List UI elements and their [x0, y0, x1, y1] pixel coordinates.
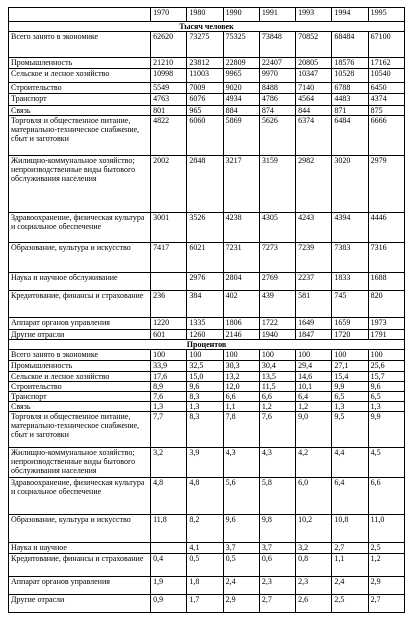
value-cell: 23812: [187, 58, 223, 69]
value-cell: 4,3: [223, 448, 259, 478]
row-label: Аппарат органов управления: [9, 318, 151, 330]
table-row: [9, 32, 405, 58]
value-cell: 4,1: [187, 543, 223, 554]
table-row: [9, 382, 405, 392]
row-label: Сельское и лесное хозяйство: [9, 372, 151, 382]
value-cell: 0,6: [259, 554, 295, 577]
value-cell: 7417: [151, 243, 187, 273]
year-header-cell: 1970: [151, 8, 187, 22]
value-cell: 4,5: [368, 448, 404, 478]
value-cell: 2848: [187, 156, 223, 213]
value-cell: 62620: [151, 32, 187, 58]
value-cell: 6374: [296, 116, 332, 156]
row-label: Сельское и лесное хозяйство: [9, 69, 151, 83]
row-label: Наука и научное: [9, 543, 151, 554]
value-cell: 68484: [332, 32, 368, 58]
employment-table: [8, 7, 405, 613]
table-row: [9, 372, 405, 382]
value-cell: 10,1: [296, 382, 332, 392]
value-cell: 2,7: [259, 595, 295, 613]
value-cell: 1659: [332, 318, 368, 330]
value-cell: 6,0: [296, 478, 332, 515]
table-row: [9, 554, 405, 577]
value-cell: 6,6: [368, 478, 404, 515]
value-cell: 10,8: [332, 515, 368, 543]
table-row: [9, 448, 405, 478]
value-cell: 2,4: [223, 577, 259, 595]
value-cell: 4,4: [332, 448, 368, 478]
value-cell: 13,5: [259, 372, 295, 382]
value-cell: 6484: [332, 116, 368, 156]
value-cell: 9,9: [332, 382, 368, 392]
value-cell: 30,4: [259, 361, 295, 372]
year-header-row: [9, 8, 405, 22]
value-cell: 4238: [223, 213, 259, 243]
value-cell: 100: [259, 350, 295, 361]
value-cell: 8,2: [187, 515, 223, 543]
value-cell: 4,2: [296, 448, 332, 478]
row-label: Здравоохранение, физическая культура и социальное обеспечение: [9, 478, 151, 515]
value-cell: 4822: [151, 116, 187, 156]
table-row: [9, 156, 405, 213]
value-cell: 5,8: [259, 478, 295, 515]
value-cell: 3001: [151, 213, 187, 243]
value-cell: 581: [296, 291, 332, 318]
value-cell: 7009: [187, 83, 223, 94]
value-cell: 10528: [332, 69, 368, 83]
row-label: Наука и научное обслуживание: [9, 273, 151, 291]
value-cell: 2979: [368, 156, 404, 213]
value-cell: 2146: [223, 330, 259, 340]
value-cell: 1,2: [296, 402, 332, 412]
row-label: Кредитование, финансы и страхование: [9, 554, 151, 577]
table-row: [9, 83, 405, 94]
value-cell: 8488: [259, 83, 295, 94]
value-cell: 5869: [223, 116, 259, 156]
value-cell: 20805: [296, 58, 332, 69]
value-cell: 4374: [368, 94, 404, 106]
value-cell: 1940: [259, 330, 295, 340]
value-cell: 32,5: [187, 361, 223, 372]
value-cell: 8,9: [151, 382, 187, 392]
value-cell: 15,7: [368, 372, 404, 382]
value-cell: 15,0: [187, 372, 223, 382]
year-header-cell: 1980: [187, 8, 223, 22]
value-cell: 0,5: [223, 554, 259, 577]
value-cell: 25,6: [368, 361, 404, 372]
value-cell: 7,8: [223, 412, 259, 448]
value-cell: 2,6: [296, 595, 332, 613]
value-cell: 1,1: [223, 402, 259, 412]
value-cell: 3,2: [151, 448, 187, 478]
value-cell: 7140: [296, 83, 332, 94]
row-label: Образование, культура и искусство: [9, 515, 151, 543]
table-row: [9, 106, 405, 116]
table-row: [9, 595, 405, 613]
value-cell: 4763: [151, 94, 187, 106]
year-header-cell: 1993: [296, 8, 332, 22]
table-row: [9, 69, 405, 83]
value-cell: 6,5: [368, 392, 404, 402]
value-cell: [151, 273, 187, 291]
value-cell: 1,2: [368, 554, 404, 577]
value-cell: 7273: [259, 243, 295, 273]
value-cell: 2002: [151, 156, 187, 213]
value-cell: 439: [259, 291, 295, 318]
value-cell: 3,7: [259, 543, 295, 554]
value-cell: 871: [332, 106, 368, 116]
row-label: Строительство: [9, 382, 151, 392]
value-cell: 1791: [368, 330, 404, 340]
value-cell: 9,6: [223, 515, 259, 543]
value-cell: 1833: [332, 273, 368, 291]
table-row: [9, 58, 405, 69]
header-blank-cell: [9, 8, 151, 22]
table-row: [9, 350, 405, 361]
row-label: Всего занято в экономике: [9, 350, 151, 361]
value-cell: 7,6: [151, 392, 187, 402]
value-cell: 1,2: [259, 402, 295, 412]
row-label: Транспорт: [9, 392, 151, 402]
value-cell: 14,6: [296, 372, 332, 382]
value-cell: 6060: [187, 116, 223, 156]
table-row: [9, 412, 405, 448]
value-cell: 3020: [332, 156, 368, 213]
value-cell: 9,0: [296, 412, 332, 448]
value-cell: 67100: [368, 32, 404, 58]
value-cell: 10998: [151, 69, 187, 83]
value-cell: 6450: [368, 83, 404, 94]
value-cell: 100: [296, 350, 332, 361]
row-label: Жилищно-коммунальное хозяйство; непроизводственные виды бытового обслуживания населения: [9, 448, 151, 478]
value-cell: 1,1: [332, 554, 368, 577]
value-cell: 0,5: [187, 554, 223, 577]
value-cell: 4786: [259, 94, 295, 106]
value-cell: 10,2: [296, 515, 332, 543]
section-heading-thousands: Тысяч человек: [9, 22, 405, 32]
value-cell: 2,5: [332, 595, 368, 613]
row-label: Торговля и общественное питание, материально-техническое снабжение, сбыт и заготовки: [9, 116, 151, 156]
value-cell: 18576: [332, 58, 368, 69]
value-cell: 6,6: [223, 392, 259, 402]
value-cell: 5626: [259, 116, 295, 156]
section-row-thousands: [9, 22, 405, 32]
value-cell: 801: [151, 106, 187, 116]
value-cell: 6021: [187, 243, 223, 273]
year-header-cell: 1995: [368, 8, 404, 22]
value-cell: 745: [332, 291, 368, 318]
value-cell: 1,3: [187, 402, 223, 412]
value-cell: 0,8: [296, 554, 332, 577]
value-cell: 875: [368, 106, 404, 116]
value-cell: 2237: [296, 273, 332, 291]
value-cell: 1,7: [187, 595, 223, 613]
row-label: Строительство: [9, 83, 151, 94]
value-cell: 4564: [296, 94, 332, 106]
value-cell: 402: [223, 291, 259, 318]
value-cell: 4934: [223, 94, 259, 106]
value-cell: 100: [151, 350, 187, 361]
value-cell: 9970: [259, 69, 295, 83]
value-cell: 9,9: [368, 412, 404, 448]
value-cell: 6,6: [259, 392, 295, 402]
table-row: [9, 577, 405, 595]
value-cell: 236: [151, 291, 187, 318]
value-cell: 7,7: [151, 412, 187, 448]
value-cell: 844: [296, 106, 332, 116]
table-row: [9, 94, 405, 106]
value-cell: 9,8: [259, 515, 295, 543]
value-cell: 1260: [187, 330, 223, 340]
row-label: Образование, культура и искусство: [9, 243, 151, 273]
value-cell: 965: [187, 106, 223, 116]
value-cell: 13,2: [223, 372, 259, 382]
value-cell: 3,7: [223, 543, 259, 554]
table-row: [9, 478, 405, 515]
value-cell: 9,5: [332, 412, 368, 448]
value-cell: 1847: [296, 330, 332, 340]
row-label: Связь: [9, 106, 151, 116]
row-label: Промышленность: [9, 58, 151, 69]
value-cell: 73848: [259, 32, 295, 58]
value-cell: 3,2: [296, 543, 332, 554]
value-cell: 6,4: [296, 392, 332, 402]
value-cell: 601: [151, 330, 187, 340]
table-row: [9, 291, 405, 318]
value-cell: 7239: [296, 243, 332, 273]
row-label: Транспорт: [9, 94, 151, 106]
table-row: [9, 361, 405, 372]
row-label: Промышленность: [9, 361, 151, 372]
value-cell: 17,6: [151, 372, 187, 382]
value-cell: 11003: [187, 69, 223, 83]
value-cell: 73275: [187, 32, 223, 58]
value-cell: 27,1: [332, 361, 368, 372]
value-cell: 1720: [332, 330, 368, 340]
value-cell: 8,3: [187, 412, 223, 448]
value-cell: 22809: [223, 58, 259, 69]
value-cell: 10540: [368, 69, 404, 83]
value-cell: 30,3: [223, 361, 259, 372]
value-cell: 1,3: [368, 402, 404, 412]
value-cell: 2,5: [368, 543, 404, 554]
value-cell: 2,9: [368, 577, 404, 595]
section-row-percent: [9, 340, 405, 350]
value-cell: 820: [368, 291, 404, 318]
value-cell: 75325: [223, 32, 259, 58]
value-cell: 11,8: [151, 515, 187, 543]
value-cell: 6666: [368, 116, 404, 156]
value-cell: 7,6: [259, 412, 295, 448]
value-cell: 3526: [187, 213, 223, 243]
value-cell: 2804: [223, 273, 259, 291]
value-cell: 6788: [332, 83, 368, 94]
employment-table-wrapper: [8, 7, 405, 613]
row-label: Жилищно-коммунальное хозяйство; непроизводственные виды бытового обслуживания населения: [9, 156, 151, 213]
value-cell: 70852: [296, 32, 332, 58]
value-cell: 1,9: [151, 577, 187, 595]
value-cell: 5549: [151, 83, 187, 94]
value-cell: 22407: [259, 58, 295, 69]
value-cell: 0,9: [151, 595, 187, 613]
table-row: [9, 318, 405, 330]
value-cell: 4,8: [151, 478, 187, 515]
value-cell: 2,3: [259, 577, 295, 595]
value-cell: 2,4: [332, 577, 368, 595]
value-cell: 9965: [223, 69, 259, 83]
value-cell: 29,4: [296, 361, 332, 372]
value-cell: 9,6: [368, 382, 404, 392]
value-cell: 6076: [187, 94, 223, 106]
value-cell: 4,8: [187, 478, 223, 515]
value-cell: 2,9: [223, 595, 259, 613]
table-row: [9, 243, 405, 273]
table-row: [9, 515, 405, 543]
row-label: Другие отрасли: [9, 330, 151, 340]
value-cell: 0,4: [151, 554, 187, 577]
year-header-cell: 1990: [223, 8, 259, 22]
value-cell: 6,4: [332, 478, 368, 515]
value-cell: 10347: [296, 69, 332, 83]
value-cell: 2982: [296, 156, 332, 213]
value-cell: 1220: [151, 318, 187, 330]
table-row: [9, 330, 405, 340]
value-cell: 4483: [332, 94, 368, 106]
row-label: Кредитование, финансы и страхование: [9, 291, 151, 318]
row-label: Всего занято в экономике: [9, 32, 151, 58]
value-cell: 4243: [296, 213, 332, 243]
value-cell: 2,7: [332, 543, 368, 554]
value-cell: 1,3: [151, 402, 187, 412]
value-cell: 21210: [151, 58, 187, 69]
table-row: [9, 116, 405, 156]
value-cell: 7231: [223, 243, 259, 273]
value-cell: 17162: [368, 58, 404, 69]
value-cell: 2,7: [368, 595, 404, 613]
table-row: [9, 213, 405, 243]
year-header-cell: 1994: [332, 8, 368, 22]
value-cell: 6,5: [332, 392, 368, 402]
value-cell: 100: [332, 350, 368, 361]
value-cell: 1722: [259, 318, 295, 330]
table-row: [9, 273, 405, 291]
value-cell: 15,4: [332, 372, 368, 382]
value-cell: 100: [187, 350, 223, 361]
row-label: Здравоохранение, физическая культура и социальное обеспечение: [9, 213, 151, 243]
value-cell: 3217: [223, 156, 259, 213]
value-cell: 1649: [296, 318, 332, 330]
value-cell: 3159: [259, 156, 295, 213]
value-cell: 9,6: [187, 382, 223, 392]
value-cell: 33,9: [151, 361, 187, 372]
value-cell: 4305: [259, 213, 295, 243]
value-cell: 9020: [223, 83, 259, 94]
value-cell: 12,0: [223, 382, 259, 392]
row-label: Связь: [9, 402, 151, 412]
value-cell: 884: [223, 106, 259, 116]
table-row: [9, 402, 405, 412]
table-row: [9, 543, 405, 554]
value-cell: 1973: [368, 318, 404, 330]
section-heading-percent: Процентов: [9, 340, 405, 350]
value-cell: 8,3: [187, 392, 223, 402]
value-cell: 384: [187, 291, 223, 318]
value-cell: 1806: [223, 318, 259, 330]
value-cell: 11,5: [259, 382, 295, 392]
value-cell: 1,3: [332, 402, 368, 412]
value-cell: 3,9: [187, 448, 223, 478]
year-header-cell: 1991: [259, 8, 295, 22]
row-label: Аппарат органов управления: [9, 577, 151, 595]
value-cell: 1688: [368, 273, 404, 291]
value-cell: 4,3: [259, 448, 295, 478]
value-cell: 4446: [368, 213, 404, 243]
value-cell: 11,0: [368, 515, 404, 543]
value-cell: 2976: [187, 273, 223, 291]
table-row: [9, 392, 405, 402]
value-cell: [151, 543, 187, 554]
value-cell: 7383: [332, 243, 368, 273]
row-label: Торговля и общественное питание, материально-техническое снабжение, сбыт и заготовки: [9, 412, 151, 448]
value-cell: 5,6: [223, 478, 259, 515]
table-body: [9, 8, 405, 613]
value-cell: 4394: [332, 213, 368, 243]
row-label: Другие отрасли: [9, 595, 151, 613]
value-cell: 100: [223, 350, 259, 361]
value-cell: 2769: [259, 273, 295, 291]
value-cell: 2,3: [296, 577, 332, 595]
value-cell: 1335: [187, 318, 223, 330]
value-cell: 874: [259, 106, 295, 116]
value-cell: 100: [368, 350, 404, 361]
value-cell: 1,8: [187, 577, 223, 595]
value-cell: 7316: [368, 243, 404, 273]
